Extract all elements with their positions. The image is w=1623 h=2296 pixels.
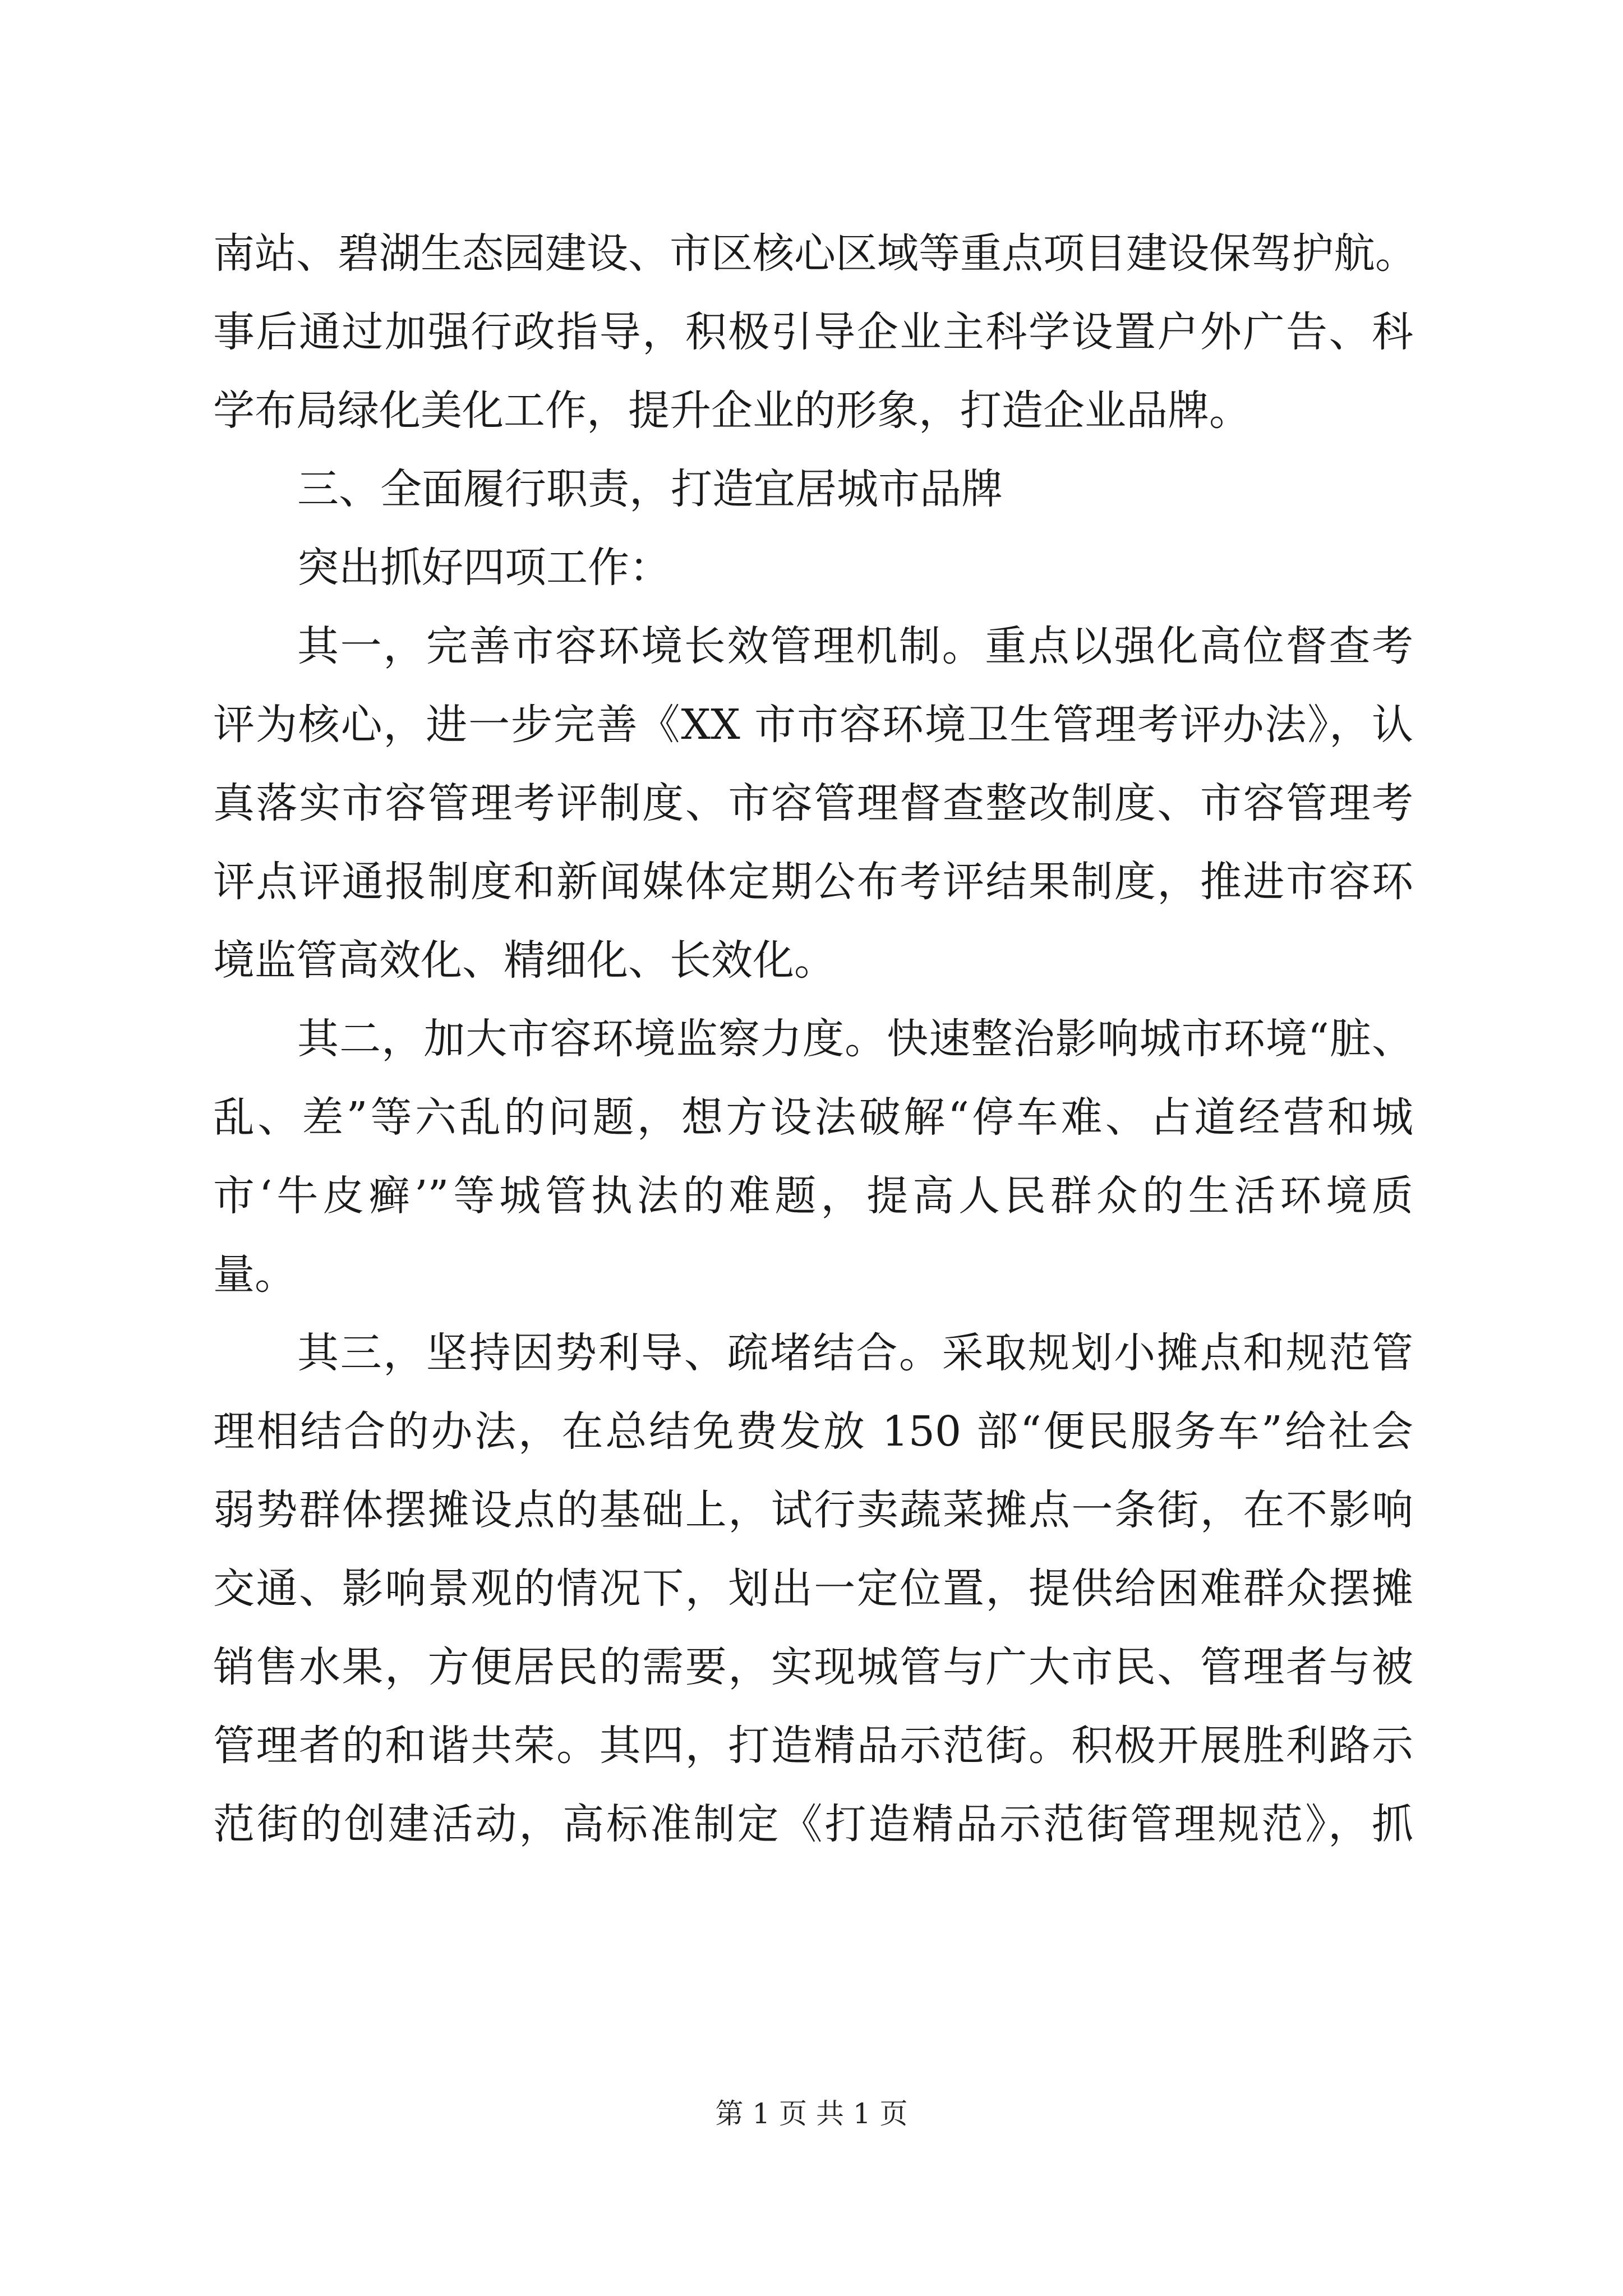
text-line: 事后通过加强行政指导，积极引导企业主科学设置户外广告、科: [213, 308, 1413, 356]
text-line: 管理者的和谐共荣。其四，打造精品示范街。积极开展胜利路示: [213, 1722, 1413, 1770]
text-line: 范街的创建活动，高标准制定《打造精品示范街管理规范》，抓: [213, 1800, 1413, 1848]
text-line: 弱势群体摆摊设点的基础上，试行卖蔬菜摊点一条街，在不影响: [213, 1486, 1413, 1534]
text-line: 三、全面履行职责，打造宜居城市品牌: [297, 465, 1003, 513]
text-line: 量。: [213, 1250, 296, 1299]
page-footer: 第 1 页 共 1 页: [715, 2097, 908, 2130]
text-line: 理相结合的办法，在总结免费发放 150 部“便民服务车”给社会: [213, 1407, 1413, 1456]
text-line: 突出抓好四项工作：: [297, 544, 671, 592]
text-line: 真落实市容管理考评制度、市容管理督查整改制度、市容管理考: [213, 779, 1413, 827]
text-line: 乱、差”等六乱的问题，想方设法破解“停车难、占道经营和城: [213, 1093, 1413, 1142]
text-line: 境监管高效化、精细化、长效化。: [213, 936, 836, 984]
document-body: [213, 214, 1417, 1864]
text-line: 销售水果，方便居民的需要，实现城管与广大市民、管理者与被: [213, 1643, 1413, 1691]
text-line: 评点评通报制度和新闻媒体定期公布考评结果制度，推进市容环: [213, 858, 1413, 906]
text-line: 南站、碧湖生态园建设、市区核心区域等重点项目建设保驾护航。: [213, 229, 1417, 278]
text-line: 其二，加大市容环境监察力度。快速整治影响城市环境“脏、: [297, 1015, 1413, 1063]
text-line: 交通、影响景观的情况下，划出一定位置，提供给困难群众摆摊: [213, 1565, 1413, 1613]
text-line: 其一，完善市容环境长效管理机制。重点以强化高位督查考: [297, 622, 1413, 670]
text-line: 市‘牛皮癣’”等城管执法的难题，提高人民群众的生活环境质: [213, 1172, 1413, 1220]
text-line: 其三，坚持因势利导、疏堵结合。采取规划小摊点和规范管: [297, 1329, 1413, 1377]
text-line: 学布局绿化美化工作，提升企业的形象，打造企业品牌。: [213, 386, 1251, 435]
text-line: 评为核心，进一步完善《XX 市市容环境卫生管理考评办法》，认: [213, 701, 1413, 749]
